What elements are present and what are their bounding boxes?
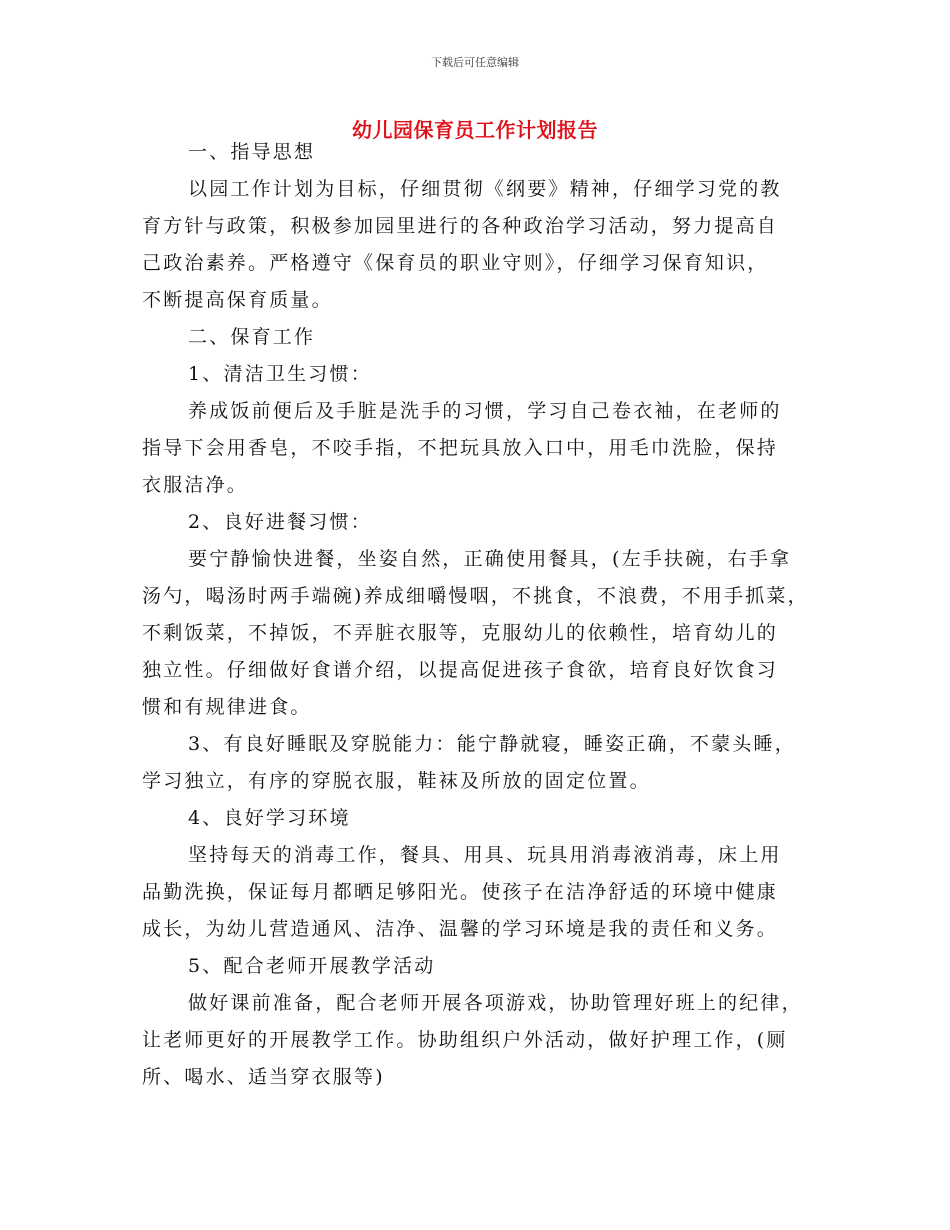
- paragraph-line: 成长，为幼儿营造通风、洁净、温馨的学习环境是我的责任和义务。: [142, 918, 779, 940]
- paragraph-line: 汤勺，喝汤时两手端碗)养成细嚼慢咽，不挑食，不浪费，不用手抓菜，: [142, 585, 809, 607]
- paragraph-line: 要宁静愉快进餐，坐姿自然，正确使用餐具，(左手扶碗，右手拿: [188, 548, 792, 570]
- subsection-heading-hygiene: 1、清洁卫生习惯：: [188, 363, 372, 385]
- paragraph-line: 指导下会用香皂，不咬手指，不把玩具放入口中，用毛巾洗脸，保持: [142, 437, 779, 459]
- paragraph-line: 品勤洗换，保证每月都晒足够阳光。使孩子在洁净舒适的环境中健康: [142, 881, 779, 903]
- document-body: [142, 134, 822, 1096]
- paragraph-line: 育方针与政策，积极参加园里进行的各种政治学习活动，努力提高自: [142, 215, 779, 237]
- subsection-heading-sleep: 3、有良好睡眠及穿脱能力：能宁静就寝，睡姿正确，不蒙头睡，: [188, 733, 796, 755]
- paragraph-line: 养成饭前便后及手脏是洗手的习惯，学习自己卷衣袖，在老师的: [188, 400, 782, 422]
- paragraph-line: 让老师更好的开展教学工作。协助组织户外活动，做好护理工作，(厕: [142, 1029, 788, 1051]
- paragraph-line: 做好课前准备，配合老师开展各项游戏，协助管理好班上的纪律，: [188, 992, 803, 1014]
- paragraph-line: 学习独立，有序的穿脱衣服，鞋袜及所放的固定位置。: [142, 770, 651, 792]
- paragraph-line: 所、喝水、适当穿衣服等): [142, 1066, 385, 1088]
- paragraph-line: 惯和有规律进食。: [142, 696, 312, 718]
- subsection-heading-teaching: 5、配合老师开展教学活动: [188, 955, 436, 977]
- paragraph-line: 己政治素养。严格遵守《保育员的职业守则》，仔细学习保育知识，: [142, 252, 769, 274]
- paragraph-line: 以园工作计划为目标，仔细贯彻《纲要》精神，仔细学习党的教: [188, 178, 782, 200]
- paragraph-line: 坚持每天的消毒工作，餐具、用具、玩具用消毒液消毒，床上用: [188, 844, 782, 866]
- paragraph-line: 不剩饭菜，不掉饭，不弄脏衣服等，克服幼儿的依赖性，培育幼儿的: [142, 622, 779, 644]
- subsection-heading-eating: 2、良好进餐习惯：: [188, 511, 372, 533]
- paragraph-line: 衣服洁净。: [142, 474, 249, 496]
- document-title: 幼儿园保育员工作计划报告: [352, 118, 598, 142]
- paragraph-line: 不断提高保育质量。: [142, 289, 333, 311]
- section-heading-care-work: 二、保育工作: [188, 326, 316, 348]
- paragraph-line: 独立性。仔细做好食谱介绍，以提高促进孩子食欲，培育良好饮食习: [142, 659, 779, 681]
- subsection-heading-environment: 4、良好学习环境: [188, 807, 351, 829]
- section-heading-guiding-ideology: 一、指导思想: [188, 141, 316, 163]
- page-header-note: 下载后可任意编辑: [431, 56, 519, 69]
